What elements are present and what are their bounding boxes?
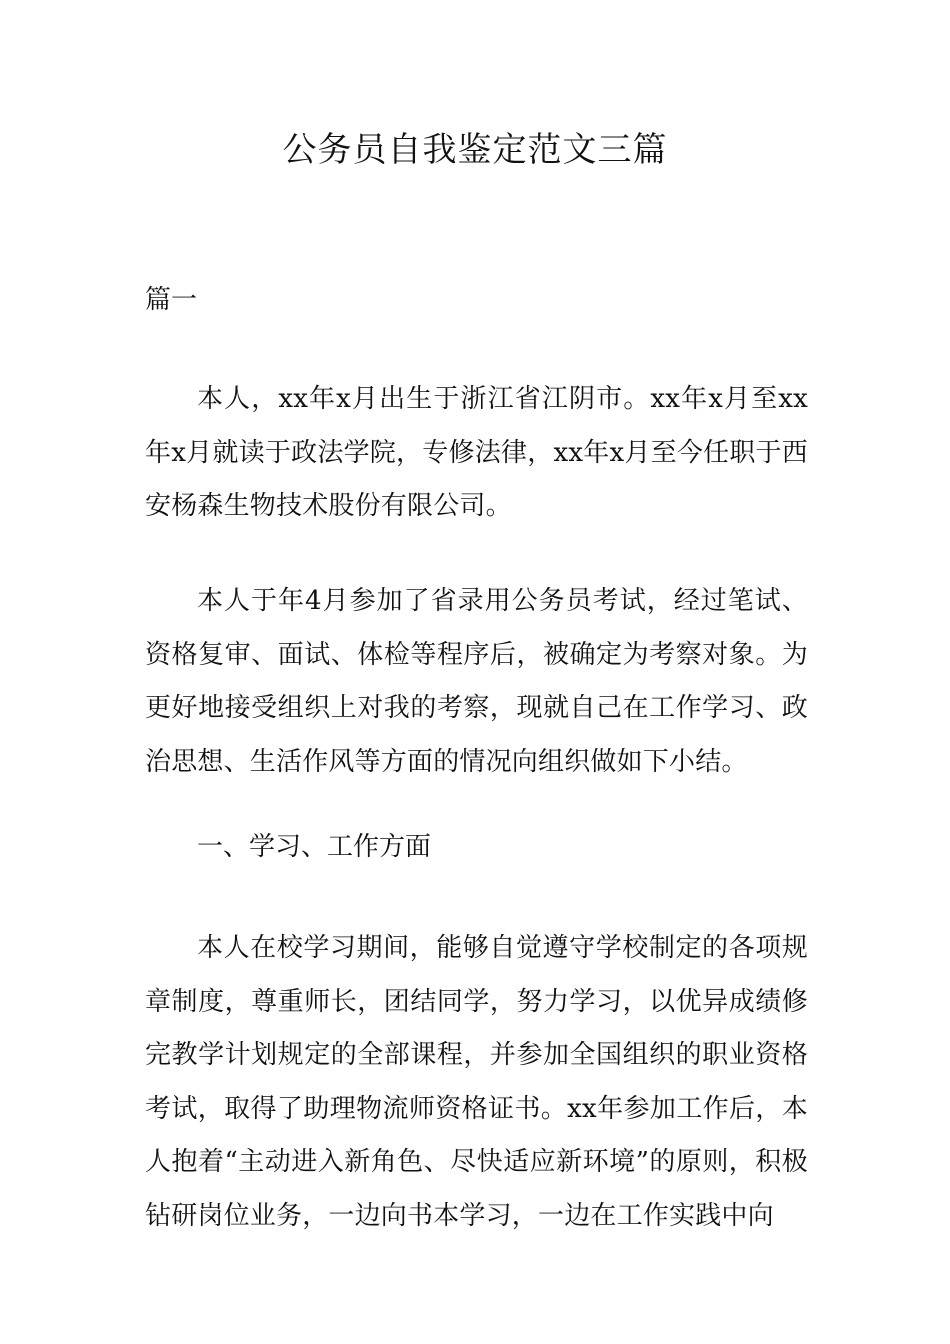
section-heading-study-work: 一、学习、工作方面: [197, 832, 432, 862]
paragraph-exam-summary: 本人于年4月参加了省录用公务员考试，经过笔试、资格复审、面试、体检等程序后，被确定为考察对象。为更好地接受组织上对我的考察，现就自己在工作学习、政治思想、生活作风等方面的情况向组织做如下小结。: [145, 586, 808, 777]
document-title: 公务员自我鉴定范文三篇: [282, 130, 668, 170]
paragraph-personal-info: 本人，xx年x月出生于浙江省江阴市。xx年x月至xx年x月就读于政法学院，专修法律，xx年x月至今任职于西安杨森生物技术股份有限公司。: [145, 384, 808, 521]
section-label: 篇一: [145, 285, 198, 315]
paragraph-study-work: 本人在校学习期间，能够自觉遵守学校制定的各项规章制度，尊重师长，团结同学，努力学习，以优异成绩修完教学计划规定的全部课程，并参加全国组织的职业资格考试，取得了助理物流师资格证书。xx年参加工作后，本人抱着“主动进入新角色、尽快适应新环境”的原则，积极钻研岗位业务，一边向书本学习，一边在工作实践中向: [145, 933, 808, 1231]
